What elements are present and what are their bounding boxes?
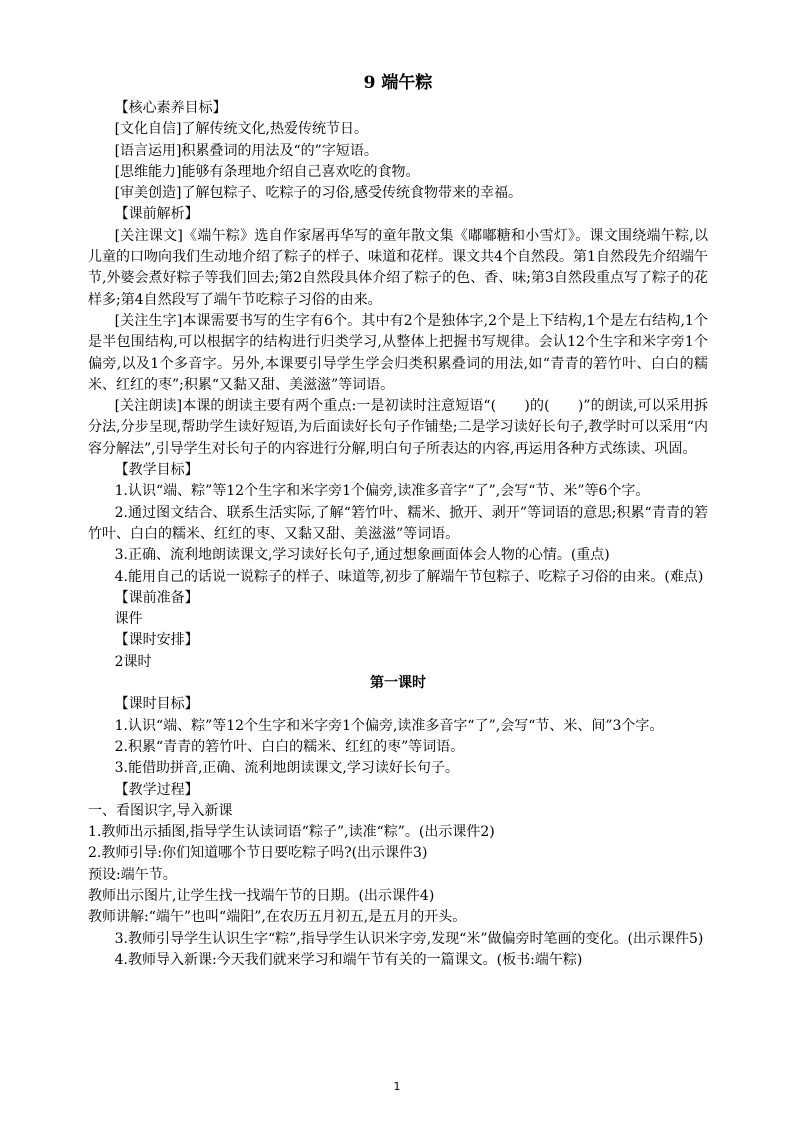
section-heading-core-goals: 【核心素养目标】 (114, 100, 227, 116)
page-number: 1 (393, 1080, 401, 1093)
lesson-goal-3: 3.能借助拼音,正确、流利地朗读课文,学习读好长句子。 (114, 760, 459, 777)
paragraph-character-focus: [关注生字]本课需要书写的生字有6个。其中有2个是独体字,2个是上下结构,1个是左右结构,1个是半包围结构,可以根据字的结构进行归类学习,从整体上把握书写规律。会认12个生字和米字旁1个偏旁,以及1个多音字。另外,本课要引导学生学会归类积累叠词的用法,如“青青的箬竹叶、白白的糯米、红红的枣”;积累“又黏又甜、美滋滋”等词语。 (88, 312, 708, 393)
schedule-text: 2课时 (114, 653, 152, 670)
section-heading-teaching-goals: 【教学目标】 (114, 462, 199, 479)
process-explain: 教师讲解:“端午”也叫“端阳”,在农历五月初五,是五月的开头。 (88, 909, 467, 926)
section-heading-lesson-goals: 【课时目标】 (114, 696, 199, 713)
goal-thinking: [思维能力]能够有条理地介绍自己喜欢吃的食物。 (114, 163, 420, 180)
teaching-goal-2: 2.通过图文结合、联系生活实际,了解“箬竹叶、糯米、掀开、剥开”等词语的意思;积累“青青的箬竹叶、白白的糯米、红红的枣、又黏又甜、美滋滋”等词语。 (88, 504, 708, 542)
document-page (88, 72, 708, 971)
teaching-goal-3: 3.正确、流利地朗读课文,学习读好长句子,通过想象画面体会人物的心情。(重点) (114, 547, 610, 564)
process-item-1: 1.教师出示插图,指导学生认读词语“粽子”,读准“粽”。(出示课件2) (88, 824, 495, 841)
teaching-goal-4: 4.能用自己的话说一说粽子的样子、味道等,初步了解端午节包粽子、吃粽子习俗的由来。(难点) (114, 568, 704, 585)
process-show-picture: 教师出示图片,让学生找一找端午节的日期。(出示课件4) (88, 887, 435, 904)
section-heading-preparation: 【课前准备】 (114, 589, 199, 606)
lesson-goal-1: 1.认识“端、粽”等12个生字和米字旁1个偏旁,读准多音字“了”,会写“节、米、间”3个字。 (114, 717, 664, 734)
first-lesson-heading: 第一课时 (370, 675, 426, 692)
process-item-4: 4.教师导入新课:今天我们就来学习和端午节有关的一篇课文。(板书:端午粽) (114, 951, 583, 968)
process-step-heading: 一、看图识字,导入新课 (88, 802, 233, 819)
paragraph-reading-focus: [关注朗读]本课的朗读主要有两个重点:一是初读时注意短语“( )的( )”的朗读,可以采用拆分法,分步呈现,帮助学生读好短语,为后面读好长句子作铺垫;二是学习读好长句子,教学时可以采用“内容分解法”,引导学生对长句子的内容进行分解,明白句子所表达的内容,再运用各种方式练读、巩固。 (88, 398, 708, 457)
paragraph-text-focus: [关注课文]《端午粽》选自作家屠再华写的童年散文集《嘟嘟糖和小雪灯》。课文围绕端午粽,以儿童的口吻向我们生动地介绍了粽子的样子、味道和花样。课文共4个自然段。第1自然段先介绍端午节,外婆会煮好粽子等我们回去;第2自然段具体介绍了粽子的色、香、味;第3自然段重点写了粽子的花样多;第4自然段写了端午节吃粽子习俗的由来。 (88, 227, 708, 308)
process-preset: 预设:端午节。 (88, 866, 177, 883)
goal-culture: [文化自信]了解传统文化,热爱传统节日。 (114, 121, 368, 138)
goal-language: [语言运用]积累叠词的用法及“的”字短语。 (114, 142, 378, 159)
lesson-title: 9 端午粽 (363, 73, 433, 93)
process-item-3: 3.教师引导学生认识生字“粽”,指导学生认识米字旁,发现“米”做偏旁时笔画的变化。(出示课件5) (114, 930, 704, 947)
section-heading-analysis: 【课前解析】 (114, 206, 199, 223)
section-heading-process: 【教学过程】 (114, 781, 199, 798)
teaching-goal-1: 1.认识“端、粽”等12个生字和米字旁1个偏旁,读准多音字“了”,会写“节、米”等6个字。 (114, 483, 650, 500)
lesson-goal-2: 2.积累“青青的箬竹叶、白白的糯米、红红的枣”等词语。 (114, 738, 465, 755)
process-item-2: 2.教师引导:你们知道哪个节日要吃粽子吗?(出示课件3) (88, 845, 428, 862)
goal-aesthetic: [审美创造]了解包粽子、吃粽子的习俗,感受传统食物带来的幸福。 (114, 185, 522, 202)
preparation-text: 课件 (114, 611, 143, 628)
section-heading-schedule: 【课时安排】 (114, 632, 199, 649)
